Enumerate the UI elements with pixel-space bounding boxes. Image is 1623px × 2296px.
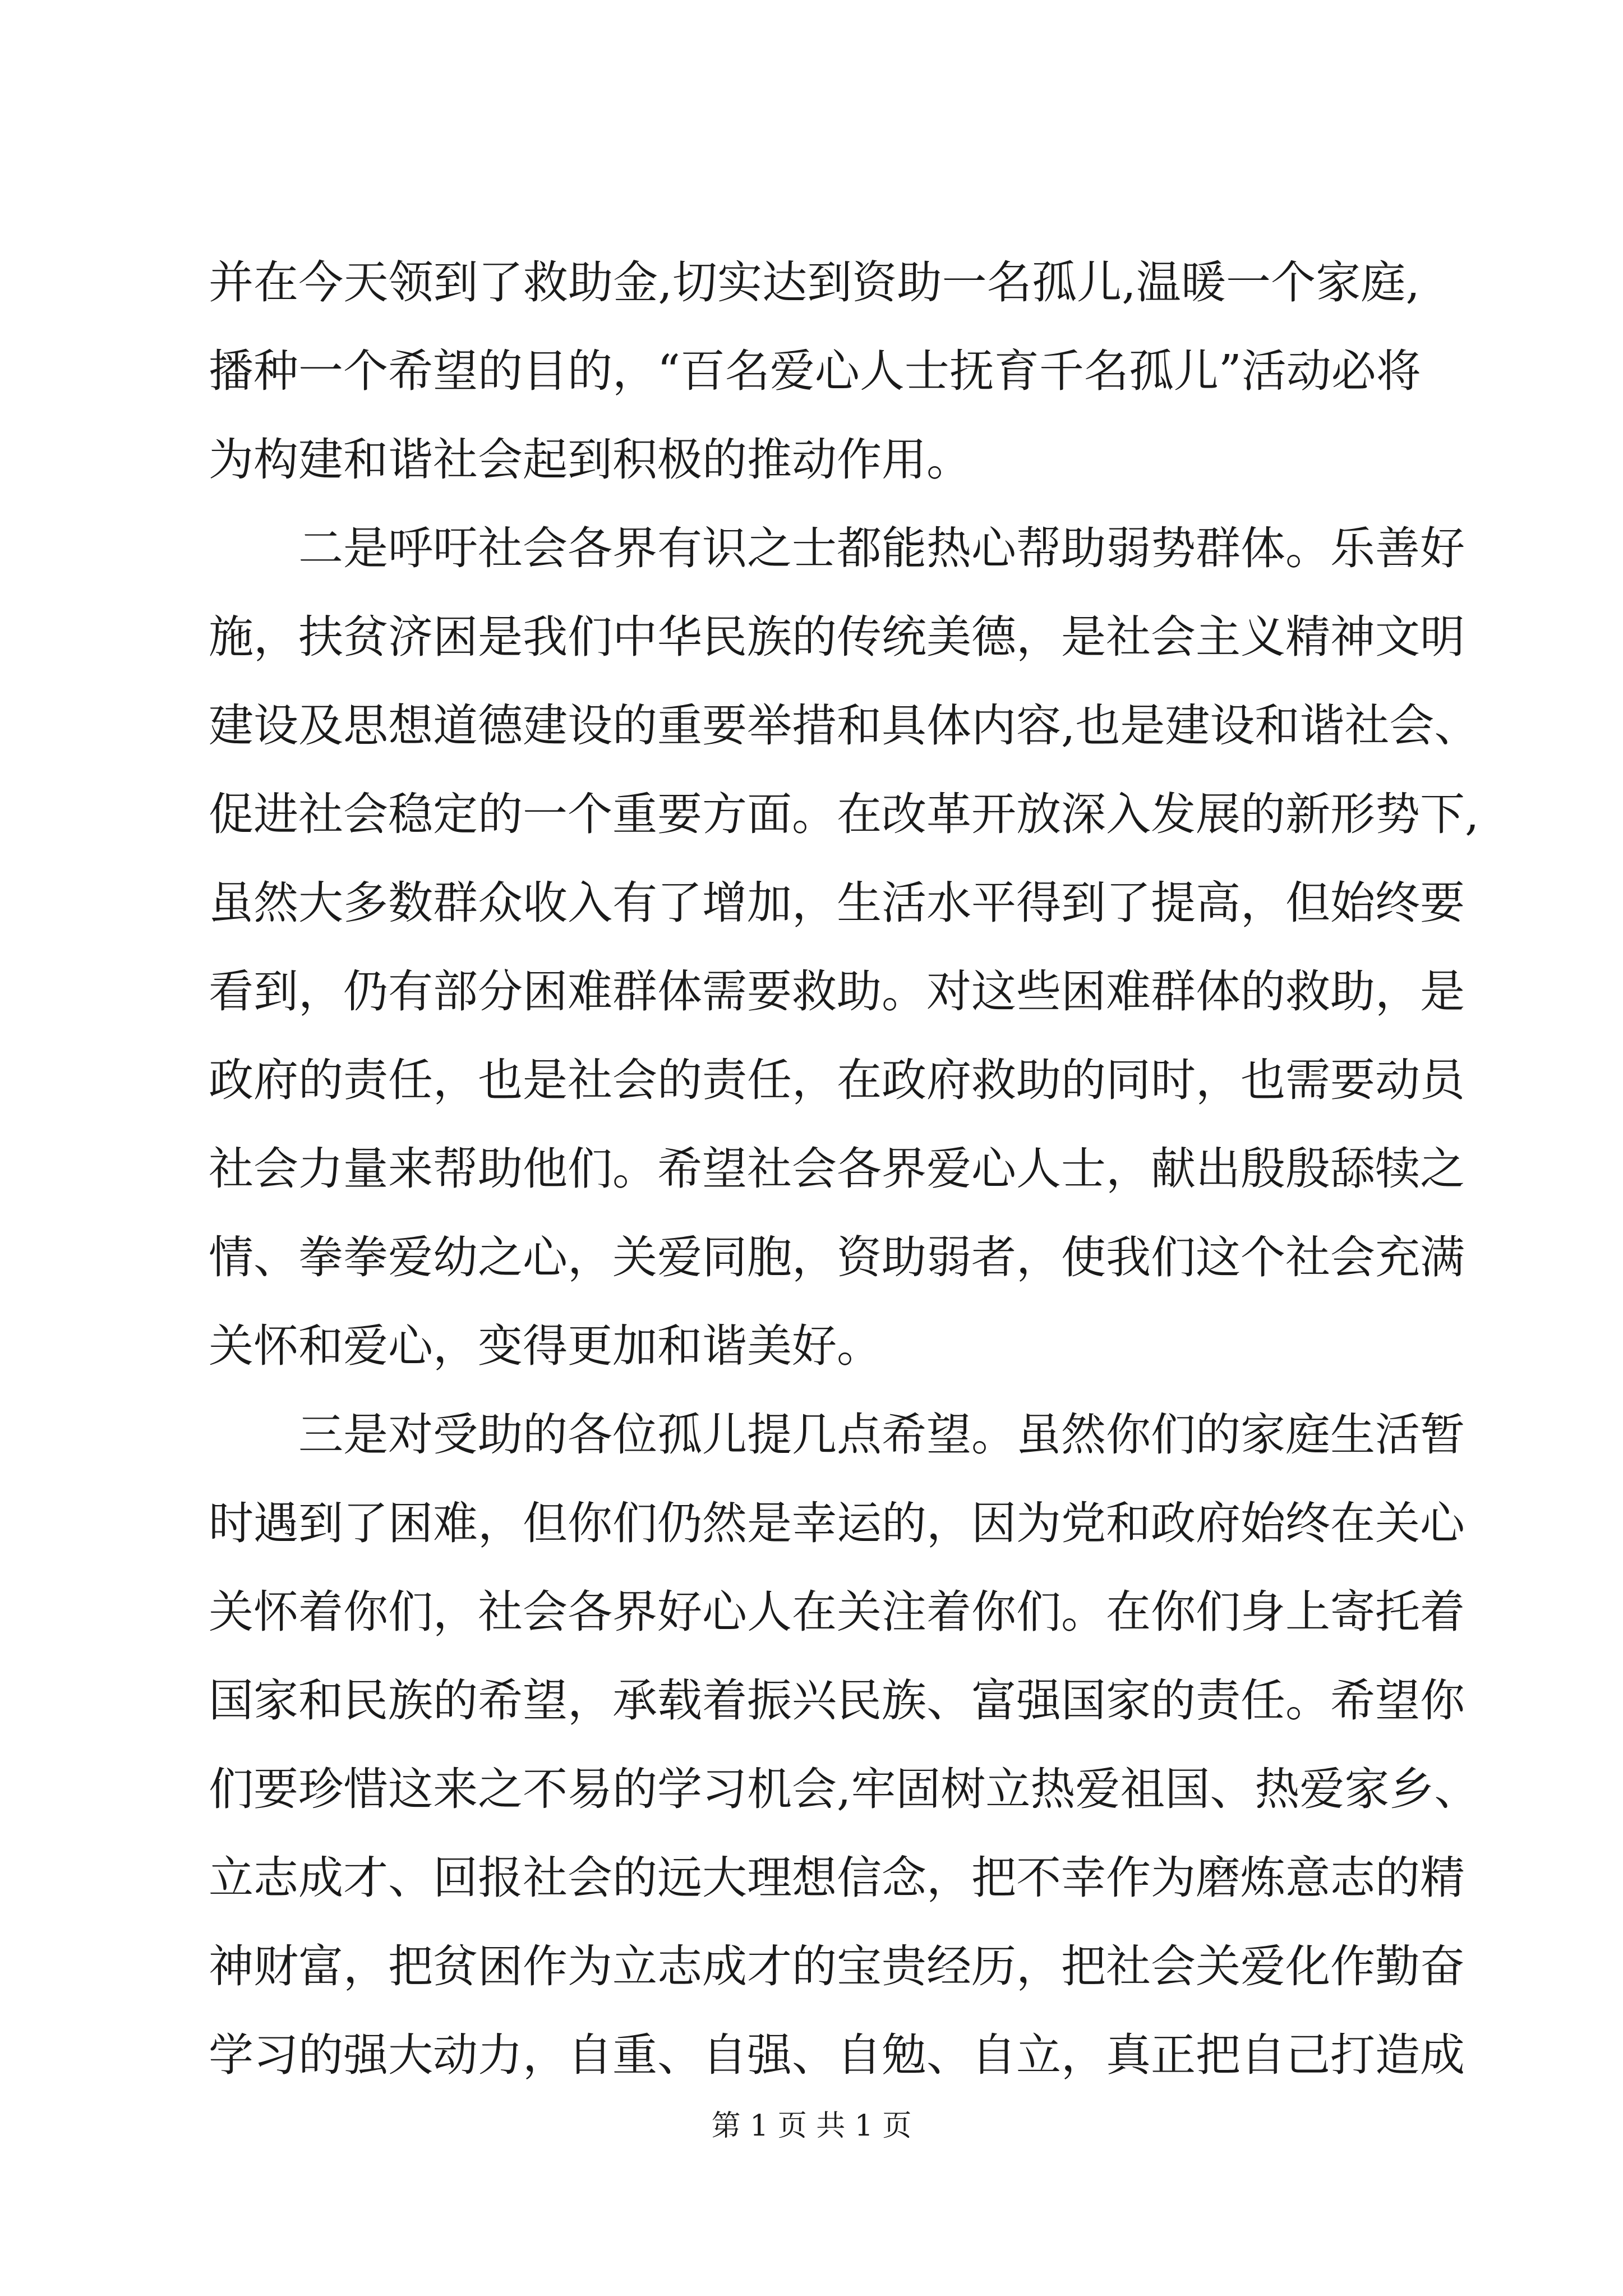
text-line: 施，扶贫济困是我们中华民族的传统美德，是社会主义精神文明 xyxy=(209,611,1465,663)
text-line: 播种一个希望的目的，“百名爱心人士抚育千名孤儿”活动必将 xyxy=(209,345,1421,397)
text-line: 政府的责任，也是社会的责任，在政府救助的同时，也需要动员 xyxy=(209,1054,1465,1106)
text-line: 三是对受助的各位孤儿提几点希望。虽然你们的家庭生活暂 xyxy=(298,1409,1465,1461)
text-line: 看到，仍有部分困难群体需要救助。对这些困难群体的救助，是 xyxy=(209,965,1465,1018)
page-number-footer: 第 1 页 共 1 页 xyxy=(711,2109,912,2143)
text-line: 促进社会稳定的一个重要方面。在改革开放深入发展的新形势下, xyxy=(209,788,1479,840)
text-line: 国家和民族的希望，承载着振兴民族、富强国家的责任。希望你 xyxy=(209,1674,1465,1727)
text-line: 情、拳拳爱幼之心，关爱同胞，资助弱者，使我们这个社会充满 xyxy=(209,1231,1465,1283)
text-line: 关怀着你们，社会各界好心人在关注着你们。在你们身上寄托着 xyxy=(209,1586,1465,1638)
text-line: 为构建和谐社会起到积极的推动作用。 xyxy=(209,434,971,486)
text-line: 社会力量来帮助他们。希望社会各界爱心人士，献出殷殷舔犊之 xyxy=(209,1143,1465,1195)
text-line: 时遇到了困难，但你们仍然是幸运的，因为党和政府始终在关心 xyxy=(209,1497,1465,1549)
text-line: 二是呼吁社会各界有识之士都能热心帮助弱势群体。乐善好 xyxy=(298,522,1465,574)
text-line: 神财富，把贫困作为立志成才的宝贵经历，把社会关爱化作勤奋 xyxy=(209,1940,1465,1993)
text-line: 们要珍惜这来之不易的学习机会,牢固树立热爱祖国、热爱家乡、 xyxy=(209,1763,1479,1815)
body-text xyxy=(209,238,1479,2100)
text-line: 建设及思想道德建设的重要举措和具体内容,也是建设和谐社会、 xyxy=(209,700,1479,752)
text-line: 虽然大多数群众收入有了增加，生活水平得到了提高，但始终要 xyxy=(209,877,1465,929)
text-line: 并在今天领到了救助金,切实达到资助一名孤儿,温暖一个家庭, xyxy=(209,256,1420,309)
text-line: 学习的强大动力，自重、自强、自勉、自立，真正把自己打造成 xyxy=(209,2029,1465,2081)
text-line: 立志成才、回报社会的远大理想信念，把不幸作为磨炼意志的精 xyxy=(209,1852,1465,1904)
text-line: 关怀和爱心，变得更加和谐美好。 xyxy=(209,1320,882,1372)
